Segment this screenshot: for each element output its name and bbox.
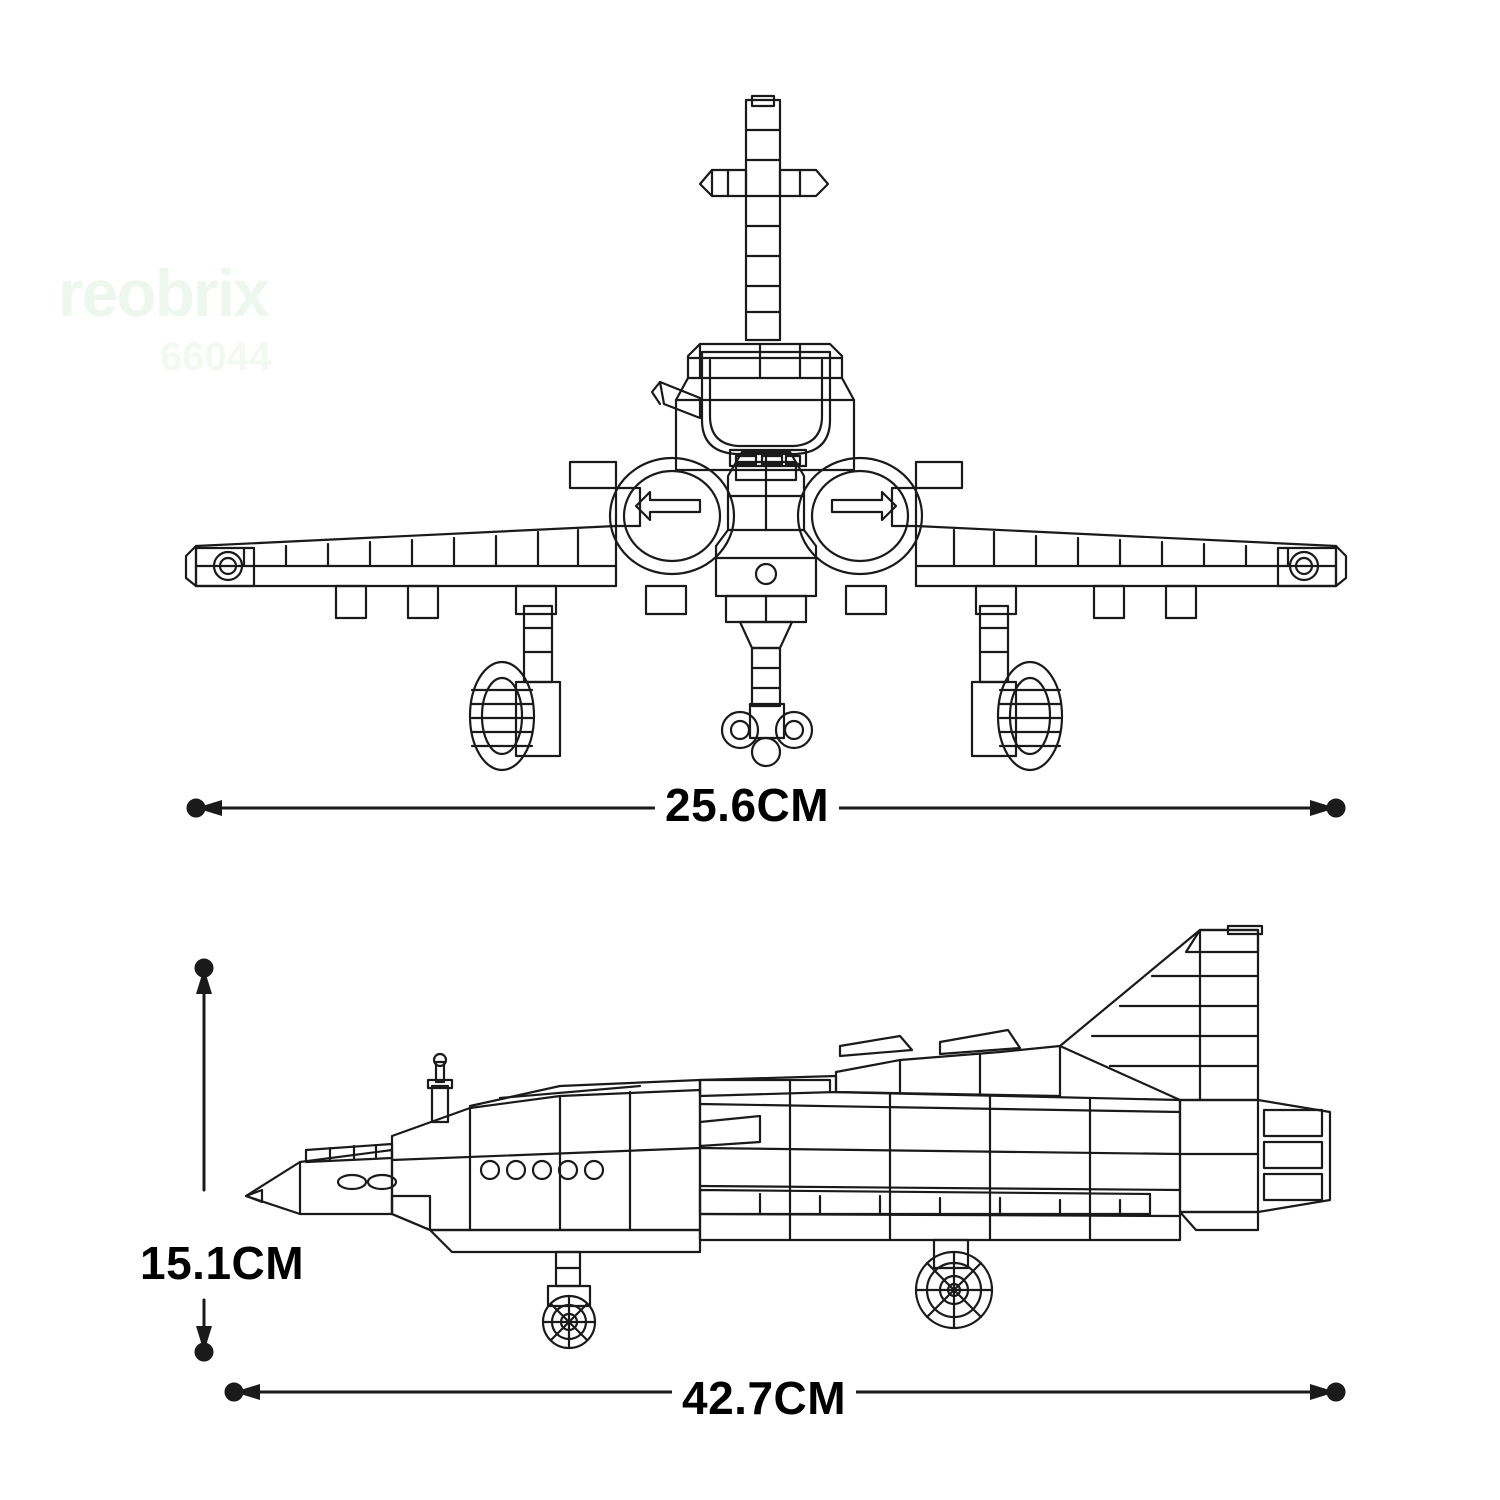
dimension-label-top-width: 25.6CM <box>655 782 839 828</box>
nose-cone <box>246 1054 452 1214</box>
side-tail-fin <box>1060 926 1262 1100</box>
tail-fin <box>700 96 828 340</box>
left-wing <box>186 526 686 618</box>
canopy <box>652 352 830 454</box>
watermark-brand: reobrix <box>58 256 268 330</box>
main-fuselage <box>700 1046 1180 1240</box>
dimension-side-height <box>196 960 212 1360</box>
top-view-model <box>186 96 1346 770</box>
dimension-label-side-length: 42.7CM <box>672 1375 856 1421</box>
side-main-gear <box>916 1240 992 1328</box>
forward-fuselage <box>392 1080 700 1252</box>
nose-landing-gear <box>722 596 812 766</box>
right-landing-gear <box>972 606 1062 770</box>
nose-assembly <box>716 452 816 596</box>
right-wing <box>846 526 1346 618</box>
side-view-model <box>246 926 1330 1348</box>
exhaust-nozzle <box>1180 1100 1330 1230</box>
watermark-sub: 66044 <box>160 335 272 379</box>
dimension-label-side-height: 15.1CM <box>130 1240 314 1286</box>
side-nose-gear <box>543 1252 595 1348</box>
left-landing-gear <box>470 606 560 770</box>
